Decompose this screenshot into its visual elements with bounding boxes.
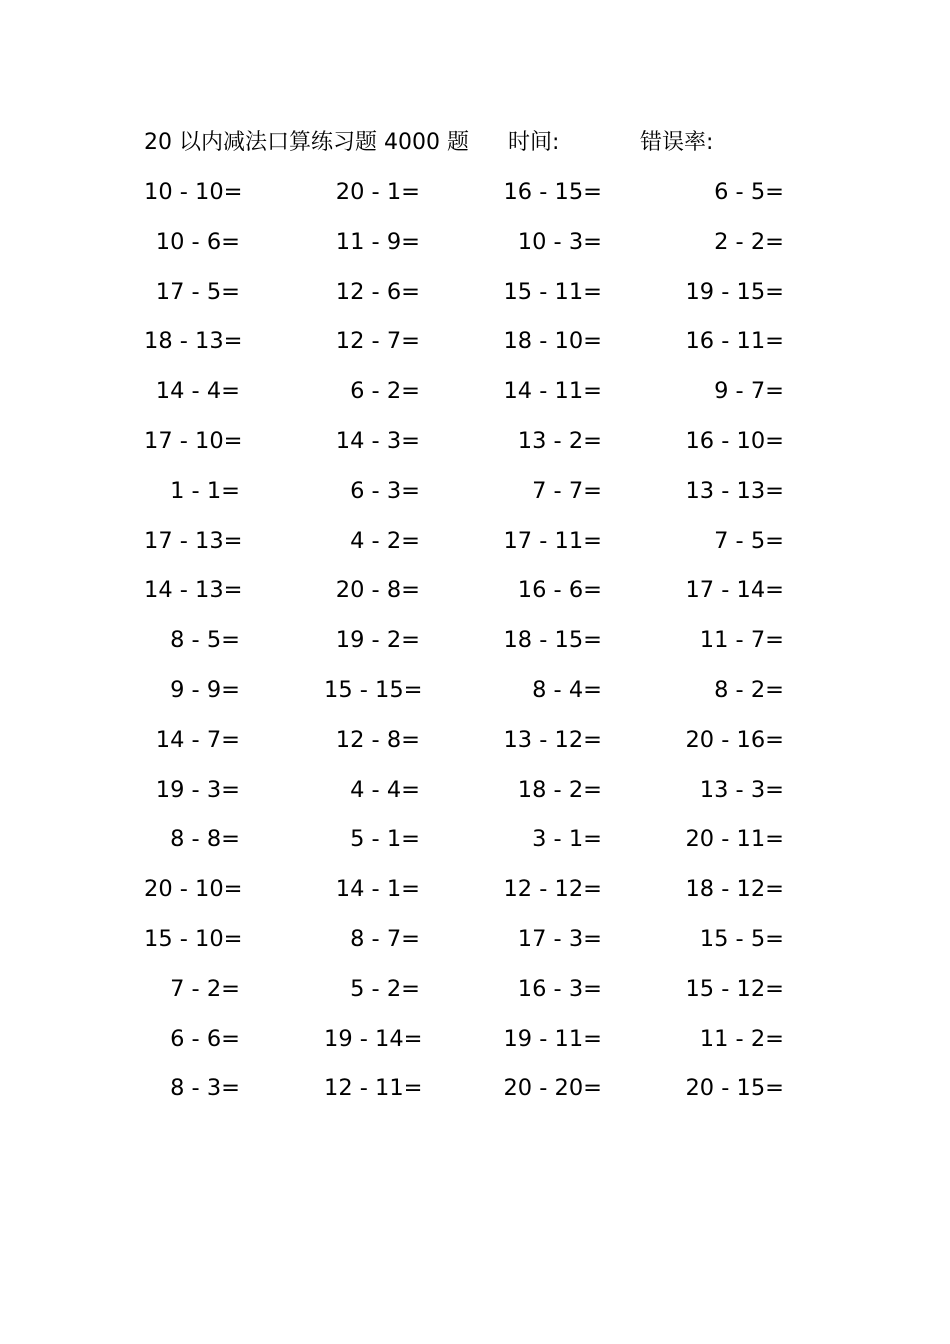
problem-row	[144, 1068, 784, 1118]
subtraction-problem: 12 - 7=	[335, 328, 420, 355]
subtraction-problem: 17 - 3=	[517, 925, 602, 952]
problem-row	[144, 770, 784, 820]
subtraction-problem: 12 - 8=	[335, 726, 420, 753]
subtraction-problem: 8 - 2=	[714, 676, 784, 703]
subtraction-problem: 12 - 12=	[503, 876, 602, 903]
subtraction-problem: 19 - 3=	[155, 776, 240, 803]
subtraction-problem: 14 - 13=	[144, 577, 243, 604]
subtraction-problem: 13 - 12=	[503, 726, 602, 753]
problem-row	[144, 720, 784, 770]
problem-row	[144, 969, 784, 1019]
worksheet-title: 20 以内减法口算练习题 4000 题	[144, 130, 469, 155]
subtraction-problem: 5 - 2=	[350, 975, 420, 1002]
subtraction-problem: 11 - 9=	[335, 228, 420, 255]
subtraction-problem: 2 - 2=	[714, 228, 784, 255]
subtraction-problem: 11 - 2=	[699, 1025, 784, 1052]
subtraction-problem: 10 - 3=	[517, 228, 602, 255]
problem-row	[144, 521, 784, 571]
problem-row	[144, 869, 784, 919]
subtraction-problem: 6 - 5=	[714, 179, 784, 205]
subtraction-problem: 8 - 5=	[170, 627, 240, 654]
subtraction-problem: 19 - 15=	[685, 278, 784, 305]
subtraction-problem: 6 - 2=	[350, 378, 420, 405]
subtraction-problem: 10 - 10=	[144, 179, 243, 205]
subtraction-problem: 6 - 3=	[350, 477, 420, 504]
subtraction-problem: 20 - 10=	[144, 876, 243, 903]
problem-row	[144, 819, 784, 869]
subtraction-problem: 20 - 20=	[503, 1075, 602, 1102]
subtraction-problem: 14 - 1=	[335, 876, 420, 903]
subtraction-problem: 9 - 7=	[714, 378, 784, 405]
subtraction-problem: 14 - 7=	[155, 726, 240, 753]
problem-grid	[144, 172, 784, 1118]
subtraction-problem: 12 - 6=	[335, 278, 420, 305]
subtraction-problem: 7 - 5=	[714, 527, 784, 554]
subtraction-problem: 17 - 5=	[155, 278, 240, 305]
problem-row	[144, 471, 784, 521]
subtraction-problem: 20 - 15=	[685, 1075, 784, 1102]
subtraction-problem: 17 - 13=	[144, 527, 243, 554]
subtraction-problem: 8 - 8=	[170, 826, 240, 853]
problem-row	[144, 421, 784, 471]
subtraction-problem: 16 - 11=	[685, 328, 784, 355]
subtraction-problem: 19 - 14=	[324, 1025, 423, 1052]
problem-row	[144, 670, 784, 720]
subtraction-problem: 18 - 12=	[685, 876, 784, 903]
subtraction-problem: 11 - 7=	[699, 627, 784, 654]
error-rate-label: 错误率:	[640, 130, 714, 155]
subtraction-problem: 15 - 5=	[699, 925, 784, 952]
subtraction-problem: 13 - 3=	[699, 776, 784, 803]
problem-row	[144, 1019, 784, 1069]
subtraction-problem: 16 - 6=	[517, 577, 602, 604]
problem-row	[144, 570, 784, 620]
subtraction-problem: 5 - 1=	[350, 826, 420, 853]
subtraction-problem: 20 - 11=	[685, 826, 784, 853]
subtraction-problem: 13 - 13=	[685, 477, 784, 504]
subtraction-problem: 18 - 13=	[144, 328, 243, 355]
problem-row	[144, 919, 784, 969]
subtraction-problem: 10 - 6=	[155, 228, 240, 255]
subtraction-problem: 14 - 3=	[335, 427, 420, 454]
subtraction-problem: 8 - 4=	[532, 676, 602, 703]
subtraction-problem: 1 - 1=	[170, 477, 240, 504]
subtraction-problem: 14 - 11=	[503, 378, 602, 405]
subtraction-problem: 18 - 10=	[503, 328, 602, 355]
subtraction-problem: 13 - 2=	[517, 427, 602, 454]
problem-row	[144, 321, 784, 371]
subtraction-problem: 15 - 10=	[144, 925, 243, 952]
subtraction-problem: 9 - 9=	[170, 676, 240, 703]
subtraction-problem: 12 - 11=	[324, 1075, 423, 1102]
subtraction-problem: 19 - 11=	[503, 1025, 602, 1052]
subtraction-problem: 15 - 15=	[324, 676, 423, 703]
subtraction-problem: 19 - 2=	[335, 627, 420, 654]
subtraction-problem: 16 - 3=	[517, 975, 602, 1002]
subtraction-problem: 20 - 1=	[335, 179, 420, 205]
problem-row	[144, 272, 784, 322]
problem-row	[144, 371, 784, 421]
time-label: 时间:	[508, 130, 560, 155]
subtraction-problem: 18 - 2=	[517, 776, 602, 803]
problem-row	[144, 620, 784, 670]
subtraction-problem: 8 - 3=	[170, 1075, 240, 1102]
subtraction-problem: 17 - 11=	[503, 527, 602, 554]
subtraction-problem: 15 - 11=	[503, 278, 602, 305]
subtraction-problem: 4 - 2=	[350, 527, 420, 554]
problem-row	[144, 222, 784, 272]
subtraction-problem: 17 - 14=	[685, 577, 784, 604]
subtraction-problem: 14 - 4=	[155, 378, 240, 405]
subtraction-problem: 8 - 7=	[350, 925, 420, 952]
subtraction-problem: 18 - 15=	[503, 627, 602, 654]
subtraction-problem: 20 - 16=	[685, 726, 784, 753]
subtraction-problem: 16 - 10=	[685, 427, 784, 454]
problem-row	[144, 172, 784, 222]
subtraction-problem: 20 - 8=	[335, 577, 420, 604]
subtraction-problem: 17 - 10=	[144, 427, 243, 454]
subtraction-problem: 3 - 1=	[532, 826, 602, 853]
subtraction-problem: 7 - 2=	[170, 975, 240, 1002]
subtraction-problem: 7 - 7=	[532, 477, 602, 504]
subtraction-problem: 6 - 6=	[170, 1025, 240, 1052]
subtraction-problem: 4 - 4=	[350, 776, 420, 803]
subtraction-problem: 16 - 15=	[503, 179, 602, 205]
subtraction-problem: 15 - 12=	[685, 975, 784, 1002]
